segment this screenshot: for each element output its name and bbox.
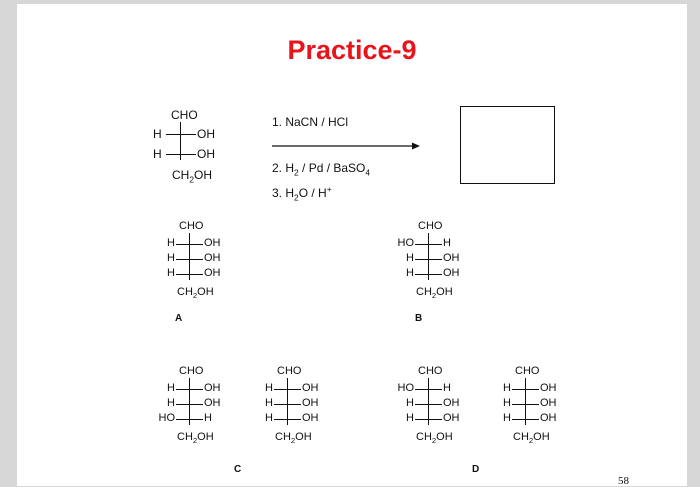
option-label-A: A <box>175 313 183 324</box>
condition-step-1: 1. NaCN / HCl <box>272 115 349 129</box>
fA-bond-3 <box>176 274 203 275</box>
fA-row-3-left: H <box>167 267 175 279</box>
fD1-row-2-right: OH <box>443 397 460 409</box>
fB-bond-3 <box>415 274 442 275</box>
fC2-bond-2 <box>274 404 301 405</box>
fA-backbone <box>189 233 190 280</box>
fC1-bottom: $CH_2OH$ <box>177 431 214 446</box>
reactant-bond-1 <box>166 134 196 135</box>
fC2-row-2-right: OH <box>302 397 319 409</box>
fC2-backbone <box>287 378 288 425</box>
fC1-bond-1 <box>176 389 203 390</box>
fD2-row-3-right: OH <box>540 412 557 424</box>
condition-step-2: 2. $H_2$ / Pd / BaSO$_4$ <box>272 161 371 178</box>
fD1-top: CHO <box>418 365 443 377</box>
fC1-row-3-left: HO <box>158 412 175 424</box>
fA-row-2-left: H <box>167 252 175 264</box>
fB-backbone <box>428 233 429 280</box>
option-label-D: D <box>472 464 480 475</box>
fA-bond-1 <box>176 244 203 245</box>
fB-top: CHO <box>418 220 443 232</box>
fC2-row-2-left: H <box>265 397 273 409</box>
fC1-row-1-right: OH <box>204 382 221 394</box>
fD2-bond-1 <box>512 389 539 390</box>
reactant-bond-2 <box>166 154 196 155</box>
fC2-row-1-right: OH <box>302 382 319 394</box>
fD2-top: CHO <box>515 365 540 377</box>
reactant-row-1-left: H <box>153 127 162 141</box>
fB-row-1-left: HO <box>397 237 414 249</box>
fD1-bond-2 <box>415 404 442 405</box>
fC1-row-2-right: OH <box>204 397 221 409</box>
fC1-backbone <box>189 378 190 425</box>
slide <box>17 4 687 486</box>
fA-bond-2 <box>176 259 203 260</box>
fD2-row-2-right: OH <box>540 397 557 409</box>
fD1-row-3-left: H <box>406 412 414 424</box>
fC1-row-3-right: H <box>204 412 212 424</box>
fA-bottom: $CH_2OH$ <box>177 286 214 301</box>
fB-row-3-right: OH <box>443 267 460 279</box>
fD2-row-1-right: OH <box>540 382 557 394</box>
reactant-bottom: $CH_2OH$ <box>172 168 213 185</box>
fA-row-1-left: H <box>167 237 175 249</box>
fB-bond-1 <box>415 244 442 245</box>
fD1-bottom: $CH_2OH$ <box>416 431 453 446</box>
option-label-C: C <box>234 464 242 475</box>
fD2-backbone <box>525 378 526 425</box>
reactant-row-2-right: OH <box>197 147 215 161</box>
reaction-arrow <box>272 141 420 151</box>
fC2-bond-1 <box>274 389 301 390</box>
fD2-row-3-left: H <box>503 412 511 424</box>
fD1-backbone <box>428 378 429 425</box>
fA-top: CHO <box>179 220 204 232</box>
fD1-row-1-right: H <box>443 382 451 394</box>
fC2-row-3-left: H <box>265 412 273 424</box>
fD1-row-2-left: H <box>406 397 414 409</box>
reactant-top: CHO <box>171 108 198 122</box>
fC1-row-1-left: H <box>167 382 175 394</box>
fC1-row-2-left: H <box>167 397 175 409</box>
fD1-bond-3 <box>415 419 442 420</box>
fC2-row-1-left: H <box>265 382 273 394</box>
page-number: 58 <box>618 475 629 487</box>
fD2-row-2-left: H <box>503 397 511 409</box>
fD1-row-1-left: HO <box>397 382 414 394</box>
option-label-B: B <box>415 313 423 324</box>
fB-row-1-right: H <box>443 237 451 249</box>
fD2-bond-3 <box>512 419 539 420</box>
fB-row-2-right: OH <box>443 252 460 264</box>
condition-step-3: 3. $H_2O / H^+$ <box>272 184 332 203</box>
reactant-row-1-right: OH <box>197 127 215 141</box>
fB-bond-2 <box>415 259 442 260</box>
fC2-bottom: $CH_2OH$ <box>275 431 312 446</box>
fA-row-2-right: OH <box>204 252 221 264</box>
reactant-row-2-left: H <box>153 147 162 161</box>
answer-box[interactable] <box>460 106 555 184</box>
fC2-bond-3 <box>274 419 301 420</box>
fD2-row-1-left: H <box>503 382 511 394</box>
fD1-row-3-right: OH <box>443 412 460 424</box>
fD1-bond-1 <box>415 389 442 390</box>
fB-bottom: $CH_2OH$ <box>416 286 453 301</box>
fC2-top: CHO <box>277 365 302 377</box>
fD2-bond-2 <box>512 404 539 405</box>
fC1-bond-2 <box>176 404 203 405</box>
fC1-top: CHO <box>179 365 204 377</box>
fD2-bottom: $CH_2OH$ <box>513 431 550 446</box>
fC2-row-3-right: OH <box>302 412 319 424</box>
slide-title: Practice-9 <box>287 35 417 65</box>
fA-row-3-right: OH <box>204 267 221 279</box>
fC1-bond-3 <box>176 419 203 420</box>
fB-row-3-left: H <box>406 267 414 279</box>
fB-row-2-left: H <box>406 252 414 264</box>
fA-row-1-right: OH <box>204 237 221 249</box>
